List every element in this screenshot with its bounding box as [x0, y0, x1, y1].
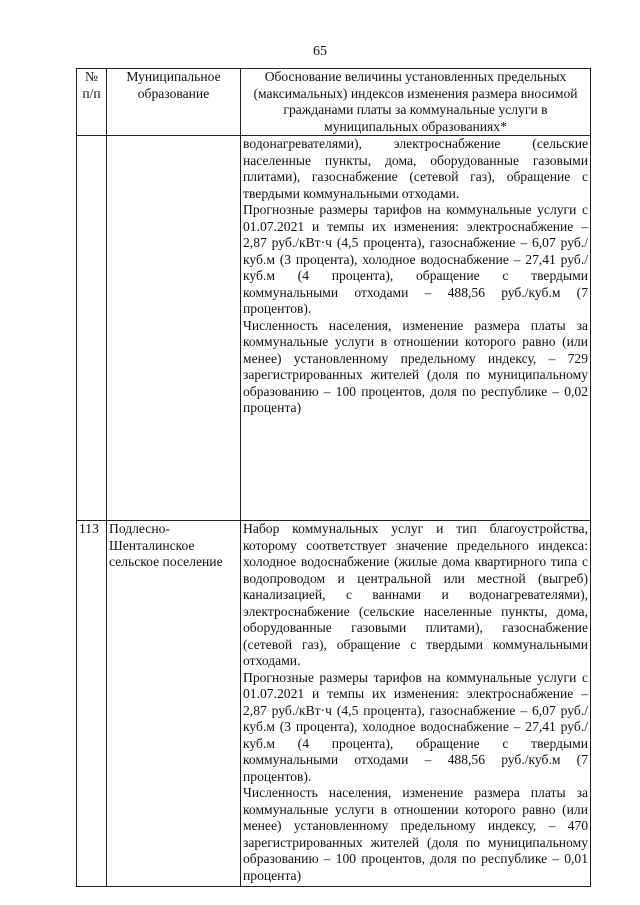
table-row	[77, 521, 591, 887]
tariff-index-table	[76, 68, 591, 887]
row-justification	[241, 521, 591, 887]
justification-paragraph: водонагревателями), электроснабжение (сельские населенные пункты, дома, оборудованные газовыми плитами), газоснабжение (сетевой газ), обращение с твердыми коммунальными отходами.	[243, 136, 588, 201]
justification-paragraph: Численность населения, изменение размера платы за коммунальные услуги в отношении которого равно (или менее) установленному предельному индексу, – 729 зарегистрированных жителей (доля по муниципальному образованию – 100 процентов, доля по республике – 0,02 процента)	[243, 317, 588, 415]
row-justification	[241, 136, 591, 521]
row-number	[77, 136, 107, 521]
justification-paragraph: Набор коммунальных услуг и тип благоустройства, которому соответствует значение предельного индекса: холодное водоснабжение (жилые дома квартирного типа с водопроводом и центральной или местной (выгреб) канализацией, с ваннами и водонагревателями), электроснабжение (сельские населенные пункты, дома, оборудованные газовыми плитами), газоснабжение (сетевой газ), обращение с твердыми коммунальными отходами.	[243, 521, 588, 668]
table-header-row	[77, 69, 591, 136]
table-row	[77, 136, 591, 521]
row-number: 113	[77, 521, 107, 887]
row-municipality: Подлесно-Шенталинское сельское поселение	[107, 521, 241, 887]
justification-paragraph: Прогнозные размеры тарифов на коммунальные услуги с 01.07.2021 и темпы их изменения: электроснабжение – 2,87 руб./кВт·ч (4,5 процента), газоснабжение – 6,07 руб./куб.м (3 процента), холодное водоснабжение – 27,41 руб./куб.м (4 процента), обращение с твердыми коммунальными отходами – 488,56 руб./куб.м (7 процентов).	[243, 669, 588, 784]
page-number: 65	[313, 44, 327, 59]
justification-paragraph: Численность населения, изменение размера платы за коммунальные услуги в отношении которого равно (или менее) установленному предельному индексу, – 470 зарегистрированных жителей (доля по муниципальному образованию – 100 процентов, доля по республике – 0,01 процента)	[243, 785, 588, 883]
justification-paragraph: Прогнозные размеры тарифов на коммунальные услуги с 01.07.2021 и темпы их изменения: электроснабжение – 2,87 руб./кВт·ч (4,5 процента), газоснабжение – 6,07 руб./куб.м (3 процента), холодное водоснабжение – 27,41 руб./куб.м (4 процента), обращение с твердыми коммунальными отходами – 488,56 руб./куб.м (7 процентов).	[243, 202, 588, 316]
header-municipality: Муниципальное образование	[107, 69, 241, 136]
row-municipality	[107, 136, 241, 521]
header-number: № п/п	[77, 69, 107, 136]
header-justification: Обоснование величины установленных предельных (максимальных) индексов изменения размера вносимой гражданами платы за коммунальные услуги в муниципальных образованиях*	[241, 69, 591, 136]
